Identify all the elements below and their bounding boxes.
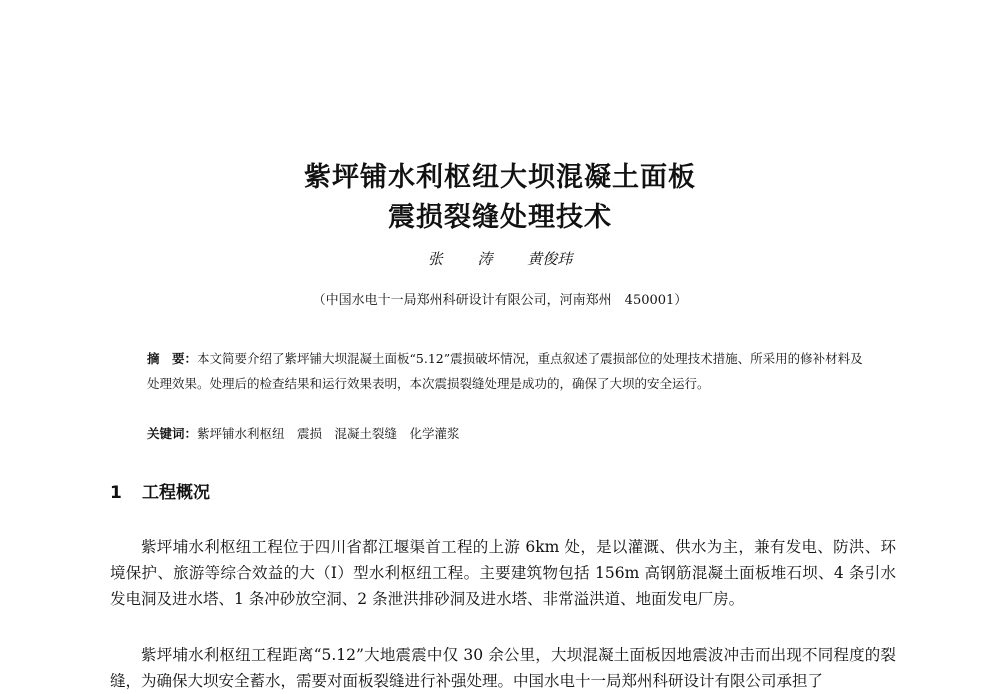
paper-affiliation: （中国水电十一局郑州科研设计有限公司，河南郑州 450001） (312, 293, 688, 308)
paper-title-line1: 紫坪铺水利枢纽大坝混凝土面板 (304, 162, 696, 193)
body-paragraph-1: 紫坪埔水利枢纽工程位于四川省都江堰渠首工程的上游 6km 处，是以灌溉、供水为主，兼有发电、防洪、环境保护、旅游等综合效益的大（Ⅰ）型水利枢纽工程。主要建筑物包括 156m 高钢筋混凝土面板堆石坝、4 条引水发电洞及进水塔、1 条冲砂放空洞、2 条泄洪排砂洞及进水塔、非常溢洪道、地面发电厂房。 (110, 537, 896, 608)
section-title: 工程概况 (142, 483, 210, 503)
paper-authors: 张 涛 黄俊玮 (427, 250, 573, 268)
section-heading (110, 478, 210, 503)
keywords (147, 423, 867, 445)
abstract-label: 摘 要： (147, 351, 198, 366)
keywords-text: 紫坪铺水利枢纽 震损 混凝土裂缝 化学灌浆 (197, 426, 460, 441)
keywords-label: 关键词： (147, 426, 198, 441)
body-paragraph-2: 紫坪埔水利枢纽工程距离“5.12”大地震震中仅 30 余公里，大坝混凝土面板因地震波冲击而出现不同程度的裂缝，为确保大坝安全蓄水，需要对面板裂缝进行补强处理。中国水电十一局郑州科研设计有限公司承担了 (110, 645, 896, 690)
paper-title-line2: 震损裂缝处理技术 (388, 202, 612, 233)
abstract-text: 本文简要介绍了紫坪铺大坝混凝土面板“5.12”震损破坏情况，重点叙述了震损部位的处理技术措施、所采用的修补材料及处理效果。处理后的检查结果和运行效果表明，本次震损裂缝处理是成功的，确保了大坝的安全运行。 (147, 351, 863, 391)
abstract (147, 346, 867, 396)
section-number: 1 (110, 483, 122, 503)
